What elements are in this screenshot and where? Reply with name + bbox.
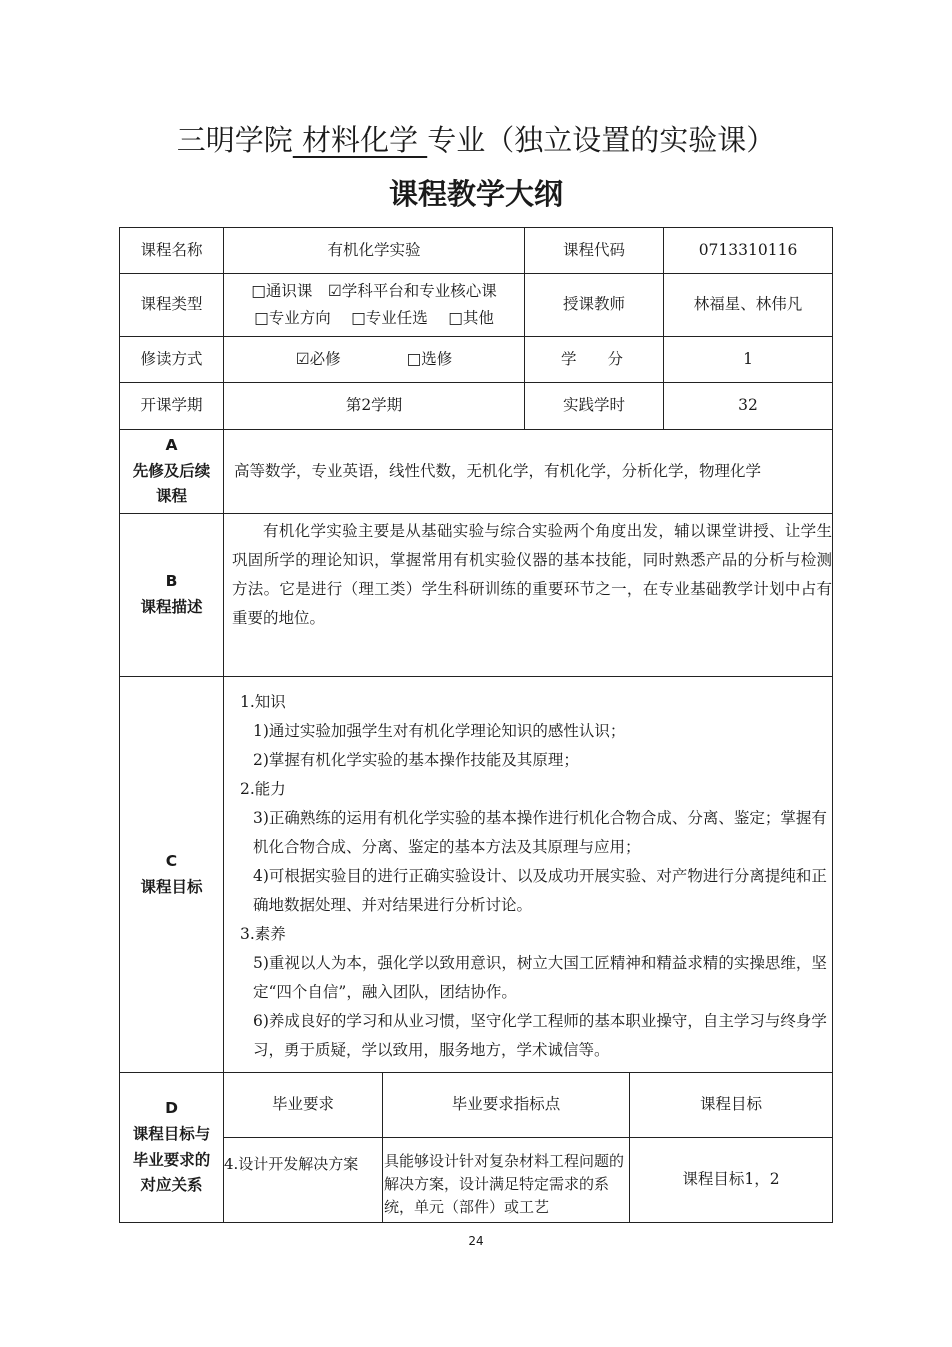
credit-value: 1: [743, 349, 753, 368]
teacher-label: 授课教师: [562, 295, 625, 314]
title-school: 三明学院: [176, 123, 293, 157]
practice-hours-value: 32: [738, 396, 758, 415]
row-divider: [119, 513, 833, 514]
section-b-letter: B: [165, 572, 178, 591]
title-major: 材料化学: [292, 123, 428, 157]
section-d-letter: D: [165, 1099, 178, 1118]
goal-item: 5)重视以人为本，强化学以致用意识，树立大国工匠精神和精益求精的实操思维，坚定“四个自信”，融入团队，团结协作。: [253, 954, 827, 1001]
course-description-text: 有机化学实验主要是从基础实验与综合实验两个角度出发，辅以课堂讲授、让学生巩固所学的理论知识，掌握常用有机实验仪器的基本技能，同时熟悉产品的分析与检测方法。它是进行（理工类）学生科研训练的重要环节之一，在专业基础教学计划中占有重要的地位。: [232, 522, 832, 627]
course-type-line-2: □专业方向 □专业任选 □其他: [254, 309, 494, 327]
table-border-bottom: [119, 1222, 833, 1223]
required-option: ☑必修: [295, 349, 341, 368]
course-name-label: 课程名称: [140, 240, 203, 259]
section-d-header: [120, 1073, 223, 1222]
study-mode-options: [224, 337, 524, 382]
course-type-label: 课程类型: [140, 295, 203, 314]
goal-item: 4)可根据实验目的进行正确实验设计、以及成功开展实验、对产物进行分离提纯和正确地数据处理、并对结果进行分析讨论。: [253, 867, 827, 914]
section-a-label-2: 课程: [155, 487, 187, 506]
section-d-label-2: 毕业要求的: [132, 1150, 211, 1169]
course-type-options: [224, 274, 524, 336]
col-header-indicator: 毕业要求指标点: [451, 1095, 561, 1114]
course-description: [232, 517, 832, 633]
title-line-2: 课程教学大纲: [388, 177, 563, 211]
practice-hours-label: 实践学时: [562, 396, 625, 415]
col-header-course-goal: 课程目标: [699, 1095, 762, 1114]
section-d-label-1: 课程目标与: [132, 1124, 211, 1143]
course-code-label: 课程代码: [562, 240, 625, 259]
goal-item: 3)正确熟练的运用有机化学实验的基本操作进行机化合物合成、分离、鉴定；掌握有机化合物合成、分离、鉴定的基本方法及其原理与应用；: [253, 809, 827, 856]
section-a-header: [120, 430, 223, 513]
page-number: 24: [468, 1234, 484, 1248]
goal-heading: 3.素养: [240, 925, 286, 943]
col-header-requirement: 毕业要求: [271, 1095, 334, 1114]
term-value: 第2学期: [345, 396, 403, 415]
table-border-right: [832, 227, 833, 1223]
section-b-header: [120, 514, 223, 676]
goal-item: 2)掌握有机化学实验的基本操作技能及其原理；: [253, 751, 579, 769]
section-a-label-1: 先修及后续: [132, 461, 211, 480]
credit-label: 学 分: [561, 349, 624, 368]
study-mode-label: 修读方式: [140, 349, 203, 368]
elective-option: □选修: [406, 349, 453, 368]
term-label: 开课学期: [140, 396, 203, 415]
indicator-cell: 具能够设计针对复杂材料工程问题的解决方案，设计满足特定需求的系统，单元（部件）或工艺: [384, 1152, 625, 1216]
teacher-value: 林福星、林伟凡: [693, 295, 803, 314]
section-d-label-3: 对应关系: [140, 1176, 203, 1195]
row-divider: [119, 676, 833, 677]
course-goal-cell: 课程目标1，2: [682, 1170, 780, 1189]
section-c-header: [120, 677, 223, 1072]
title-suffix: 专业（独立设置的实验课）: [427, 123, 776, 157]
goal-item: 6)养成良好的学习和从业习惯，坚守化学工程师的基本职业操守，自主学习与终身学习，勇于质疑，学以致用，服务地方，学术诚信等。: [253, 1012, 827, 1059]
section-a-letter: A: [165, 436, 178, 455]
goal-heading: 2.能力: [240, 780, 286, 798]
title-line-1: [0, 118, 952, 159]
goal-heading: 1.知识: [240, 693, 286, 711]
section-b-label: 课程描述: [140, 598, 203, 616]
section-c-letter: C: [165, 851, 178, 870]
section-c-label: 课程目标: [140, 877, 203, 896]
goal-item: 1)通过实验加强学生对有机化学理论知识的感性认识；: [253, 722, 626, 740]
prerequisite-courses: 高等数学，专业英语，线性代数，无机化学，有机化学，分析化学，物理化学: [234, 461, 762, 480]
course-code-value: 0713310116: [698, 240, 798, 259]
requirement-cell: 4.设计开发解决方案: [224, 1154, 359, 1173]
course-type-line-1: □通识课 ☑学科平台和专业核心课: [251, 282, 497, 300]
course-goals: [240, 688, 828, 1065]
course-name-value: 有机化学实验: [327, 240, 421, 259]
